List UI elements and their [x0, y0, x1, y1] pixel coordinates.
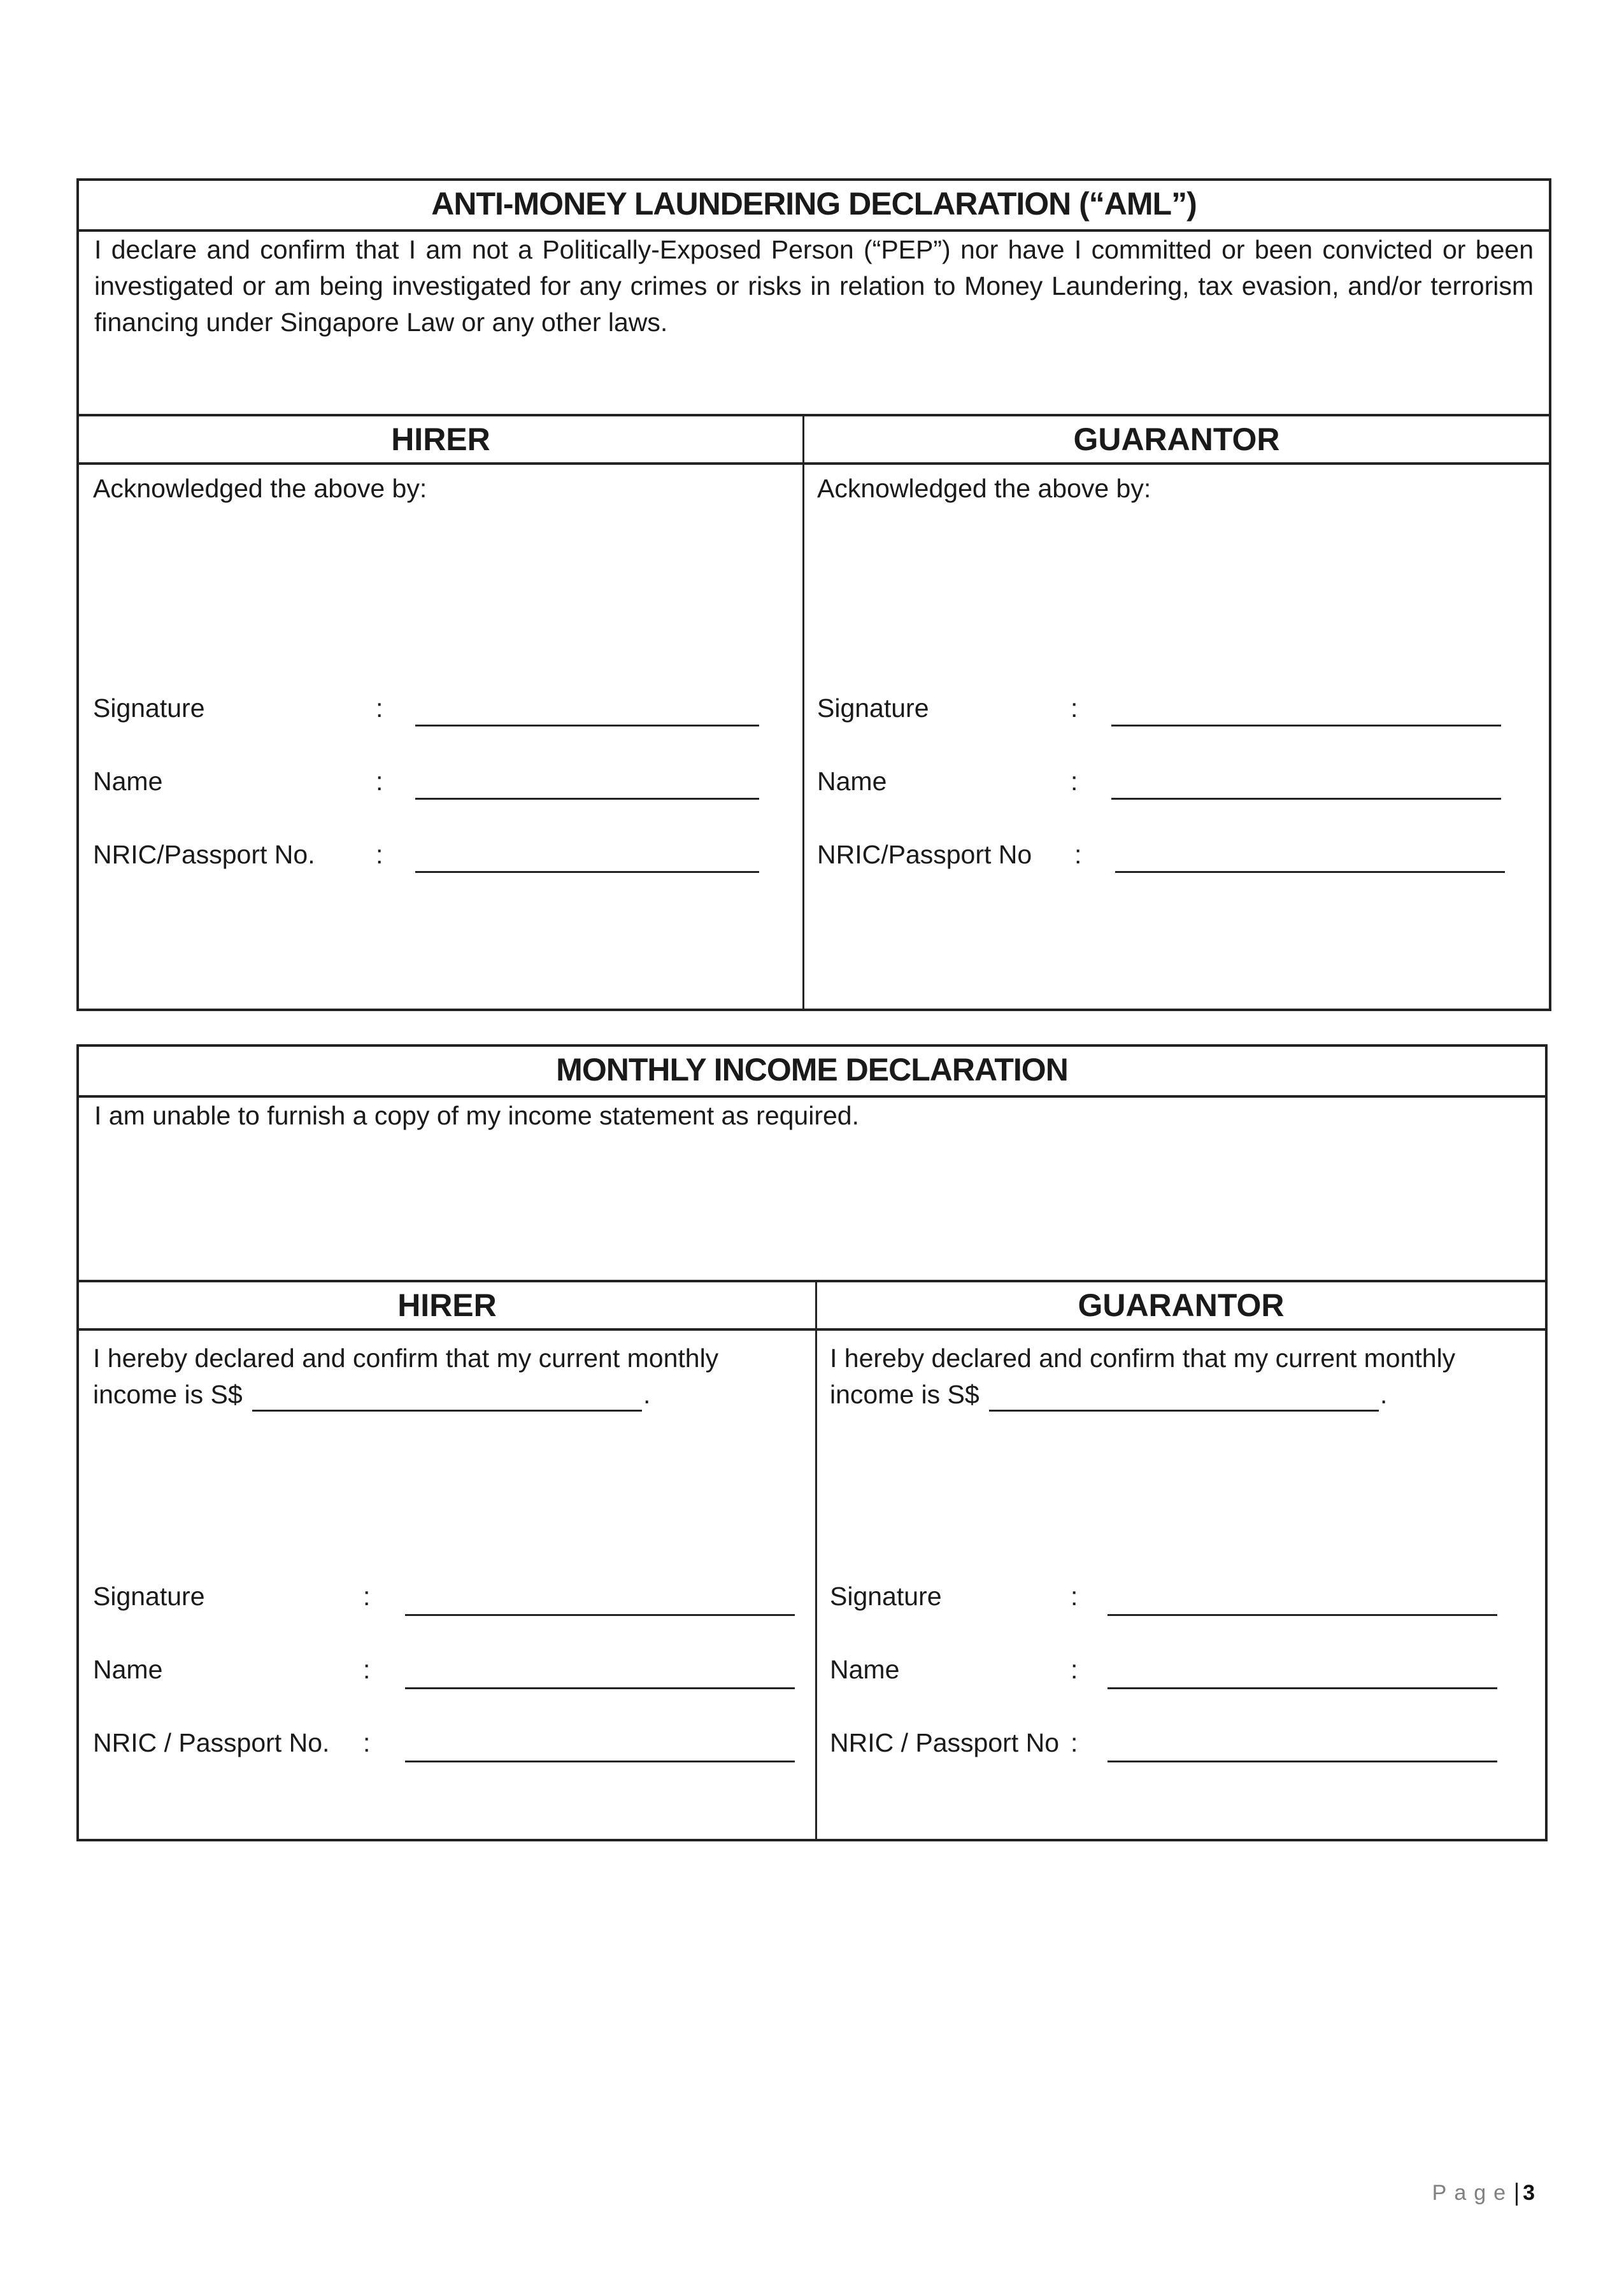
income-guarantor-statement-line2: income is S$ — [830, 1380, 979, 1409]
aml-hirer-nric-label: NRIC/Passport No. — [93, 840, 315, 869]
period: . — [1380, 1380, 1388, 1409]
income-hirer-statement-line1: I hereby declared and confirm that my current monthly — [93, 1343, 719, 1373]
income-hirer-name-label: Name — [93, 1655, 163, 1684]
aml-hirer-name-label: Name — [93, 767, 163, 796]
colon: : — [1071, 693, 1078, 723]
income-hirer-signature-field[interactable] — [405, 1614, 795, 1616]
aml-declaration-table — [76, 178, 1551, 1011]
aml-hirer-ack: Acknowledged the above by: — [93, 474, 427, 503]
aml-guarantor-nric-label: NRIC/Passport No — [817, 840, 1032, 869]
aml-hirer-section — [79, 416, 802, 1009]
period: . — [643, 1380, 651, 1409]
income-hirer-heading: HIRER — [79, 1282, 815, 1331]
colon: : — [376, 693, 383, 723]
income-declaration-table — [76, 1044, 1548, 1841]
aml-hirer-signature-field[interactable] — [415, 725, 759, 726]
aml-guarantor-name-label: Name — [817, 767, 887, 796]
colon: : — [363, 1582, 371, 1611]
colon: : — [1071, 1582, 1078, 1611]
income-guarantor-section — [817, 1282, 1545, 1839]
aml-guarantor-nric-field[interactable] — [1115, 871, 1505, 873]
income-hirer-statement-line2: income is S$ — [93, 1380, 243, 1409]
colon: : — [1071, 1655, 1078, 1684]
income-hirer-nric-field[interactable] — [405, 1761, 795, 1762]
page-number: 3 — [1523, 2181, 1535, 2205]
aml-hirer-nric-field[interactable] — [415, 871, 759, 873]
income-hirer-amount-field[interactable] — [252, 1410, 642, 1412]
aml-guarantor-name-field[interactable] — [1111, 798, 1501, 800]
income-hirer-signature-label: Signature — [93, 1582, 205, 1611]
income-guarantor-statement-line1: I hereby declared and confirm that my current monthly — [830, 1343, 1456, 1373]
income-hirer-nric-label: NRIC / Passport No. — [93, 1728, 330, 1757]
page-footer — [1432, 2181, 1535, 2206]
colon: : — [376, 767, 383, 796]
income-guarantor-signature-label: Signature — [830, 1582, 942, 1611]
aml-hirer-heading: HIRER — [79, 416, 802, 465]
income-guarantor-signature-field[interactable] — [1108, 1614, 1497, 1616]
aml-guarantor-ack: Acknowledged the above by: — [817, 474, 1151, 503]
colon: : — [363, 1728, 371, 1757]
aml-guarantor-section — [804, 416, 1549, 1009]
aml-guarantor-signature-field[interactable] — [1111, 725, 1501, 726]
income-title: MONTHLY INCOME DECLARATION — [556, 1052, 1068, 1088]
colon: : — [1071, 767, 1078, 796]
page-word: Page — [1432, 2181, 1514, 2205]
income-guarantor-nric-field[interactable] — [1108, 1761, 1497, 1762]
aml-guarantor-heading: GUARANTOR — [804, 416, 1549, 465]
income-signatories — [79, 1280, 1545, 1839]
income-hirer-section — [79, 1282, 815, 1839]
separator — [1516, 2183, 1518, 2206]
income-guarantor-name-label: Name — [830, 1655, 900, 1684]
colon: : — [1074, 840, 1082, 869]
aml-title: ANTI-MONEY LAUNDERING DECLARATION (“AML”) — [431, 186, 1197, 222]
income-hirer-name-field[interactable] — [405, 1687, 795, 1689]
income-guarantor-name-field[interactable] — [1108, 1687, 1497, 1689]
aml-hirer-signature-label: Signature — [93, 693, 205, 723]
colon: : — [376, 840, 383, 869]
aml-declaration-text: I declare and confirm that I am not a Politically-Exposed Person (“PEP”) nor have I committed or been convicted or been investigated or am being investigated for any crimes or risks in relation to Money Laundering, tax evasion, and/or terrorism financing under Singapore Law or any other laws. — [79, 229, 1549, 414]
colon: : — [363, 1655, 371, 1684]
aml-signatories — [79, 414, 1549, 1009]
aml-guarantor-signature-label: Signature — [817, 693, 929, 723]
aml-hirer-name-field[interactable] — [415, 798, 759, 800]
income-declaration-text: I am unable to furnish a copy of my income statement as required. — [79, 1095, 1545, 1280]
income-guarantor-nric-label: NRIC / Passport No — [830, 1728, 1059, 1757]
colon: : — [1071, 1728, 1078, 1757]
income-guarantor-heading: GUARANTOR — [817, 1282, 1545, 1331]
income-guarantor-amount-field[interactable] — [989, 1410, 1379, 1412]
